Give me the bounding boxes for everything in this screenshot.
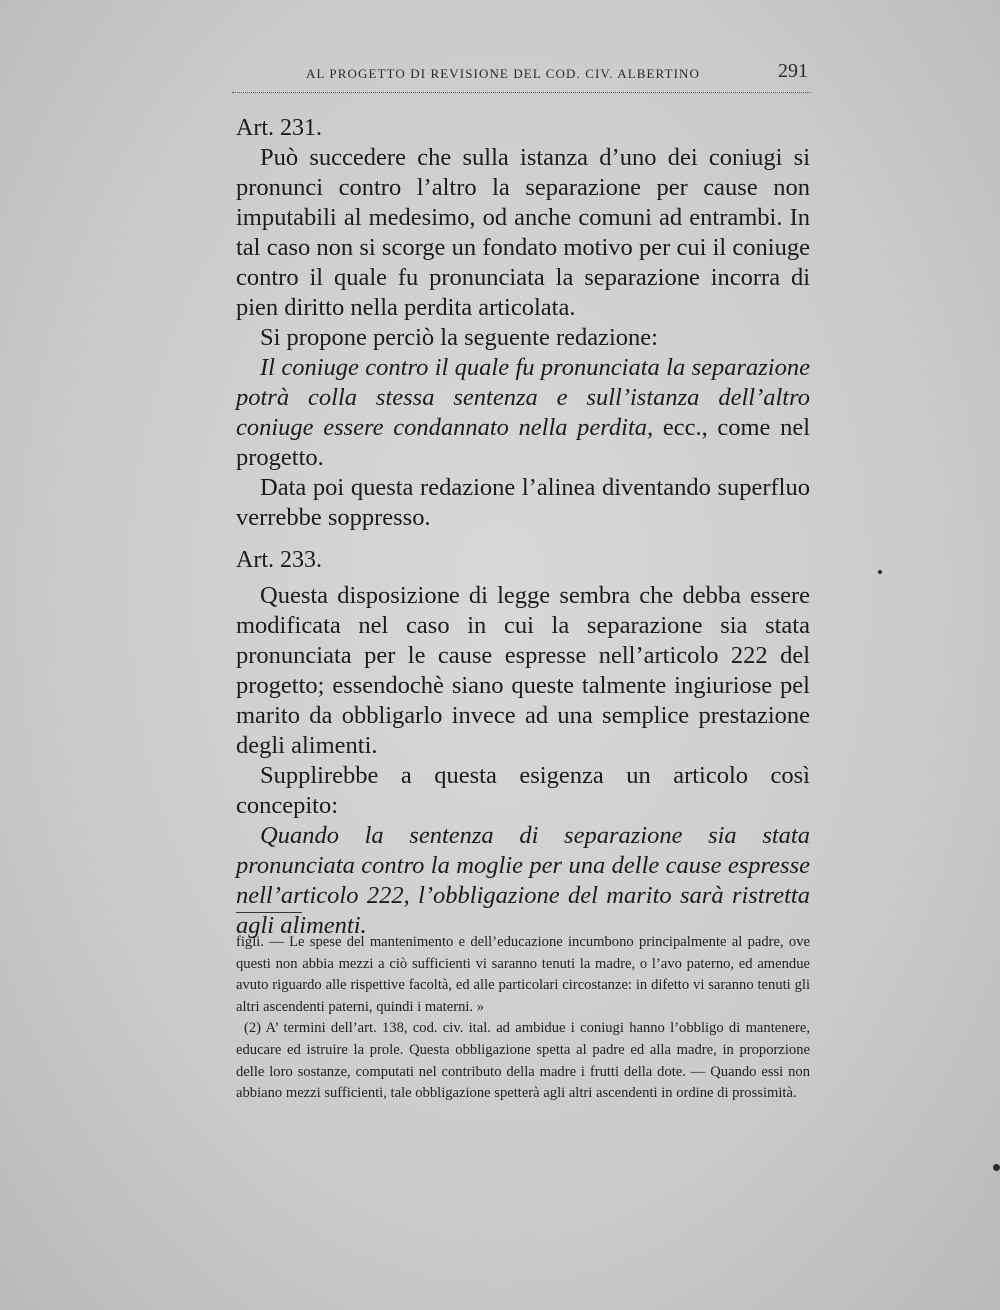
footnote-divider bbox=[236, 912, 302, 913]
ink-speck bbox=[878, 570, 882, 574]
article-heading-233: Art. 233. bbox=[236, 547, 322, 573]
paragraph: Supplirebbe a questa esigenza un articolo così concepito: bbox=[236, 762, 810, 819]
proposed-text-italic: Il coniuge contro il quale fu pronunciata la separazione potrà colla stessa sentenza e sull’istanza dell’altro coniuge essere condannato nella perdita, bbox=[236, 354, 810, 441]
footnote-2: (2) A’ termini dell’art. 138, cod. civ. ital. ad ambidue i coniugi hanno l’obbligo di mantenere, educare ed istruire la prole. Questa obbligazione spetta al padre ed alla madre, in proporzione delle loro sostanze, computati nel contributo della madre i frutti della dote. — Quando essi non abbiano mezzi sufficienti, tale obbligazione spetterà agli altri ascendenti in ordine di prossimità. bbox=[236, 1020, 810, 1102]
paragraph: Può succedere che sulla istanza d’uno dei coniugi si pronunci contro l’altro la separazione per cause non imputabili al medesimo, od anche comuni ad entrambi. In tal caso non si scorge un fondato motivo per cui il coniuge contro il quale fu pronunciata la separazione incorra di pien diritto nella perdita articolata. bbox=[236, 144, 810, 321]
main-text bbox=[236, 113, 810, 941]
paragraph: Data poi questa redazione l’alinea diventando superfluo verrebbe soppresso. bbox=[236, 474, 810, 531]
page-number: 291 bbox=[778, 60, 808, 82]
proposed-text-tail: ecc., come nel progetto. bbox=[236, 414, 811, 471]
running-title: AL PROGETTO DI REVISIONE DEL COD. CIV. ALBERTINO bbox=[306, 66, 700, 81]
running-head bbox=[232, 58, 810, 93]
proposed-text bbox=[236, 353, 810, 473]
ink-speck bbox=[993, 1164, 1000, 1171]
paragraph: Questa disposizione di legge sembra che debba essere modificata nel caso in cui la separazione sia stata pronunciata per le cause espresse nell’articolo 222 del progetto; essendochè siano queste talmente ingiuriose pel marito da obbligarlo invece ad una semplice prestazione degli alimenti. bbox=[236, 582, 810, 759]
paragraph: Si propone perciò la seguente redazione: bbox=[260, 324, 658, 351]
footnote-continuation: figli. — Le spese del mantenimento e dell’educazione incumbono principalmente al padre, ove questi non abbia mezzi a ciò sufficienti vi saranno tenuti la madre, o l’avo paterno, ed amendue avuto riguardo alle rispettive facoltà, ed alle particolari circostanze: in difetto vi saranno tenuti gli altri ascendenti paterni, quindi i materni. » bbox=[236, 934, 810, 1015]
article-heading-231: Art. 231. bbox=[236, 115, 322, 141]
proposed-text-italic: Quando la sentenza di separazione sia stata pronunciata contro la moglie per una delle cause espresse nell’articolo 222, l’obbligazione del marito sarà ristretta agli alimenti. bbox=[236, 822, 810, 939]
footnotes bbox=[236, 932, 810, 1105]
